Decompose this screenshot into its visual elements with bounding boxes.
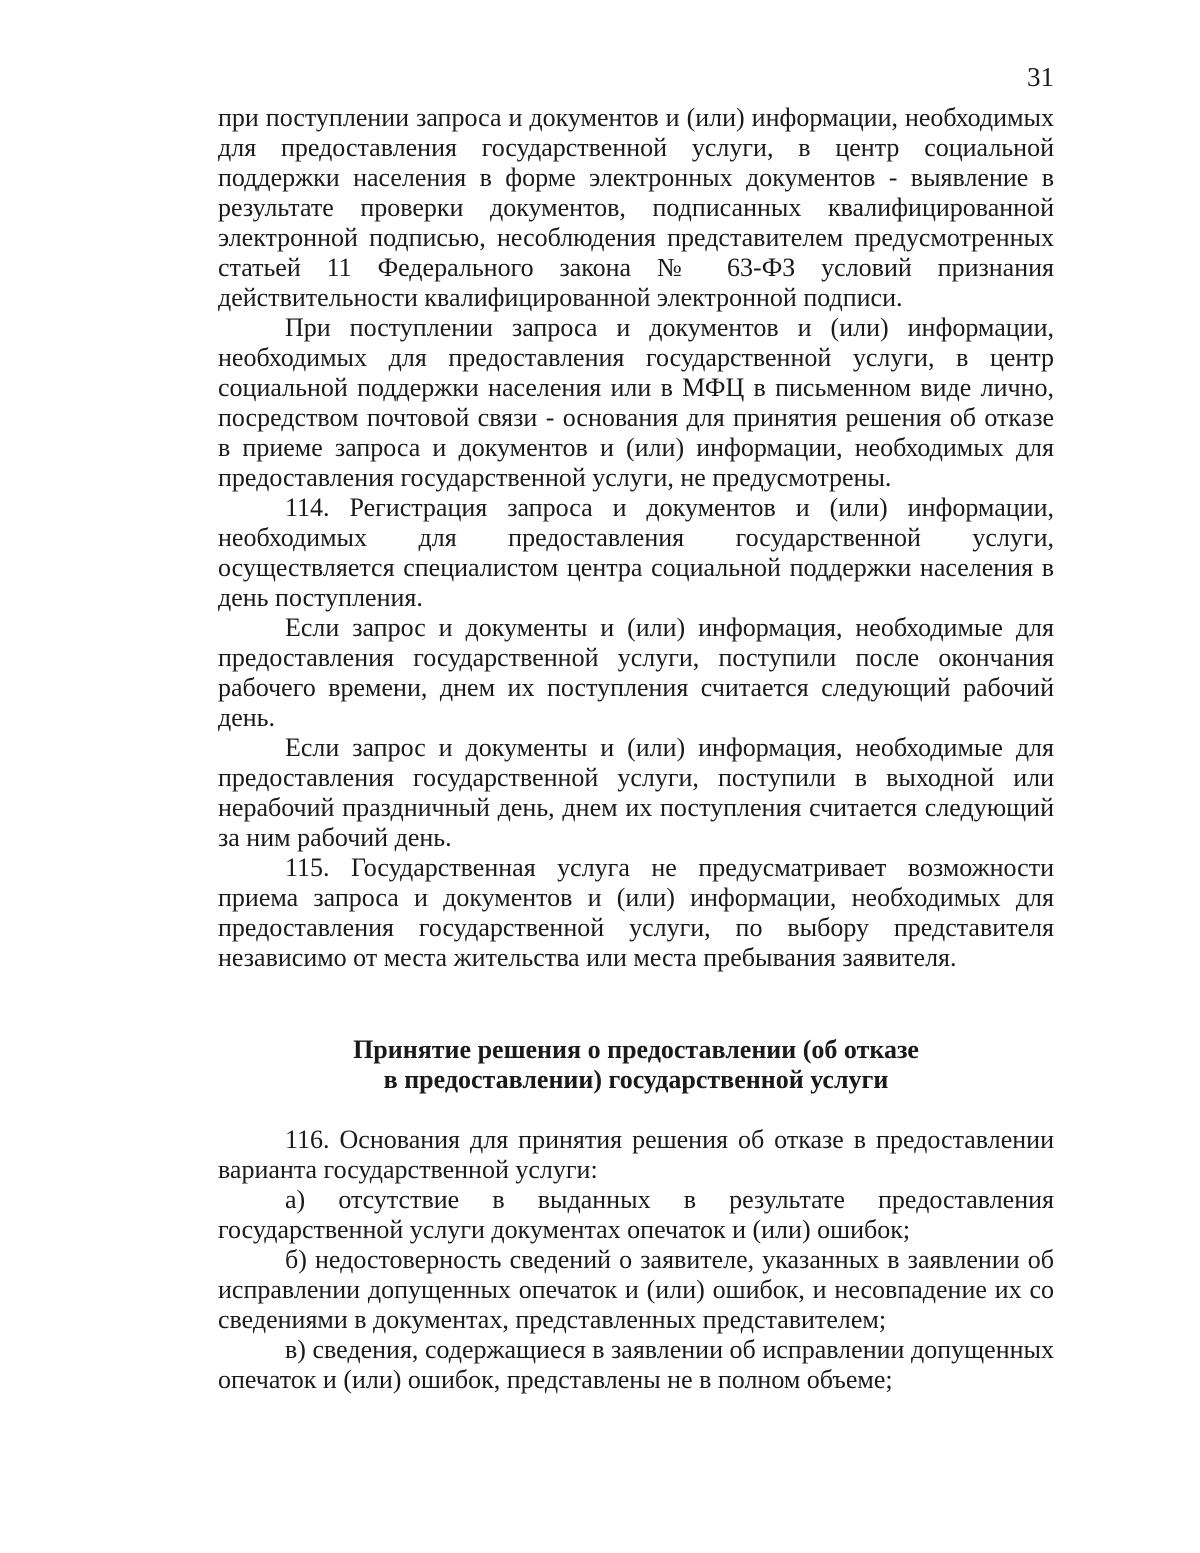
spacer <box>218 1095 1054 1125</box>
paragraph-116-grounds: 116. Основания для принятия решения об отказе в предоставлении варианта государственной услуги: <box>218 1125 1054 1184</box>
document-body <box>218 103 1054 1395</box>
list-item-c: в) сведения, содержащиеся в заявлении об исправлении допущенных опечаток и (или) ошибок, представлены не в полном объеме; <box>218 1335 1054 1394</box>
paragraph-holiday: Если запрос и документы и (или) информация, необходимые для предоставления государственной услуги, поступили в выходной или нерабочий праздничный день, днем их поступления считается следующий за ним рабочий день. <box>218 733 1054 852</box>
list-item-b: б) недостоверность сведений о заявителе, указанных в заявлении об исправлении допущенных опечаток и (или) ошибок, и несовпадение их со сведениями в документах, представленных представителем; <box>218 1245 1054 1334</box>
section-heading-line-1: Принятие решения о предоставлении (об отказе <box>353 1035 919 1064</box>
paragraph-114-registration: 114. Регистрация запроса и документов и (или) информации, необходимых для предоставления государственной услуги, осуществляется специалистом центра социальной поддержки населения в день поступления. <box>218 493 1054 612</box>
paragraph-after-hours: Если запрос и документы и (или) информация, необходимые для предоставления государственной услуги, поступили после окончания рабочего времени, днем их поступления считается следующий рабочий день. <box>218 613 1054 732</box>
section-heading-line-2: в предоставлении) государственной услуги <box>383 1065 889 1094</box>
paragraph-paper-submission: При поступлении запроса и документов и (или) информации, необходимых для предоставления государственной услуги, в центр социальной поддержки населения или в МФЦ в письменном виде лично, посредством почтовой связи - основания для принятия решения об отказе в приеме запроса и документов и (или) информации, необходимых для предоставления государственной услуги, не предусмотрены. <box>218 313 1054 492</box>
paragraph-115-exterritorial: 115. Государственная услуга не предусматривает возможности приема запроса и документов и (или) информации, необходимых для предоставления государственной услуги, по выбору представителя независимо от места жительства или места пребывания заявителя. <box>218 853 1054 972</box>
section-heading <box>218 1035 1054 1095</box>
spacer <box>218 973 1054 1035</box>
paragraph-electronic-signature: при поступлении запроса и документов и (или) информации, необходимых для предоставления государственной услуги, в центр социальной поддержки населения в форме электронных документов - выявление в результате проверки документов, подписанных квалифицированной электронной подписью, несоблюдения представителем предусмотренных статьей 11 Федерального закона № 63-ФЗ условий признания действительности квалифицированной электронной подписи. <box>218 103 1054 312</box>
list-item-a: а) отсутствие в выданных в результате предоставления государственной услуги документах опечаток и (или) ошибок; <box>218 1185 1054 1244</box>
page-number: 31 <box>1027 62 1054 92</box>
